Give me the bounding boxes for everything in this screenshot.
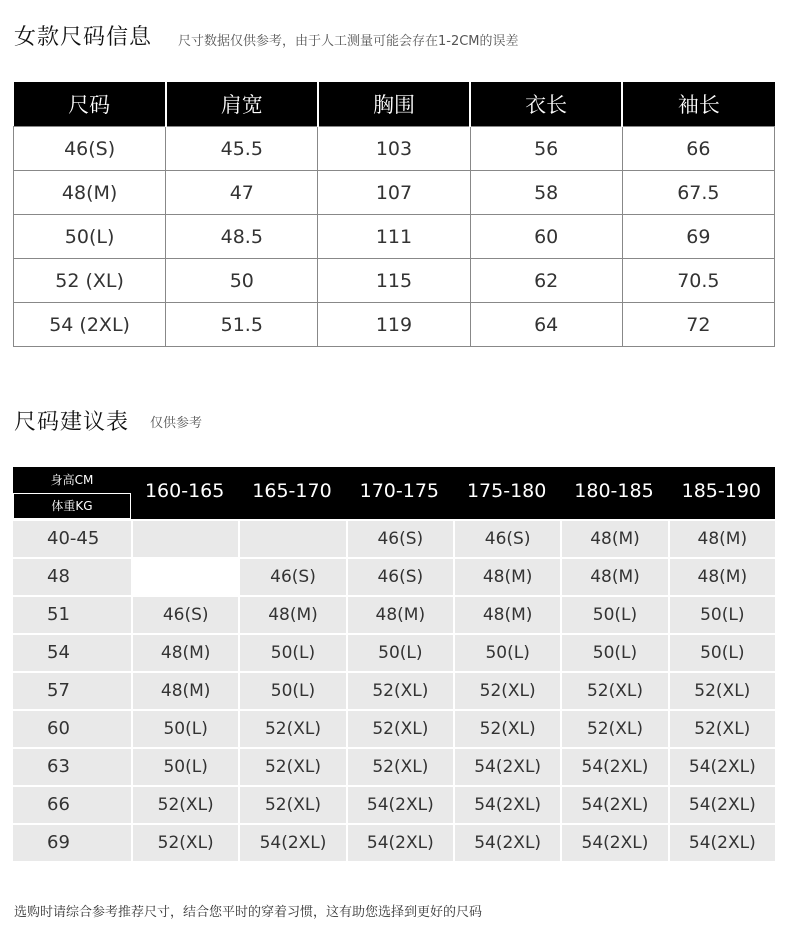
recommended-size-cell: 48(M) xyxy=(670,559,775,595)
size-table-header: 肩宽 xyxy=(166,82,318,127)
recommended-size-cell: 48(M) xyxy=(348,597,453,633)
size-advice-row xyxy=(13,521,775,557)
recommended-size-cell: 46(S) xyxy=(348,559,453,595)
size-advice-row xyxy=(13,635,775,671)
size-table-cell: 64 xyxy=(470,303,622,347)
size-advice-row xyxy=(13,787,775,823)
header-corner-cell xyxy=(13,467,131,519)
size-table-row xyxy=(14,215,775,259)
recommended-size-cell: 52(XL) xyxy=(348,673,453,709)
weight-range-cell: 51 xyxy=(13,597,131,633)
recommended-size-cell: 52(XL) xyxy=(240,787,345,823)
recommended-size-cell: 52(XL) xyxy=(562,673,667,709)
recommended-size-cell: 52(XL) xyxy=(240,749,345,785)
recommended-size-cell: 52(XL) xyxy=(670,673,775,709)
recommended-size-cell: 48(M) xyxy=(240,597,345,633)
size-table xyxy=(13,82,775,347)
size-table-cell: 67.5 xyxy=(622,171,774,215)
size-advice-title: 尺码建议表 xyxy=(14,410,130,435)
size-table-cell: 51.5 xyxy=(166,303,318,347)
size-table-cell: 103 xyxy=(318,127,470,171)
recommended-size-cell: 52(XL) xyxy=(133,825,238,861)
size-advice-header-row xyxy=(13,467,775,519)
size-table-cell: 47 xyxy=(166,171,318,215)
recommended-size-cell: 52(XL) xyxy=(240,711,345,747)
size-table-cell: 58 xyxy=(470,171,622,215)
recommended-size-cell: 52(XL) xyxy=(670,711,775,747)
recommended-size-cell: 48(M) xyxy=(562,559,667,595)
size-table-row xyxy=(14,127,775,171)
height-range-header: 160-165 xyxy=(144,480,225,502)
recommended-size-cell: 46(S) xyxy=(240,559,345,595)
recommended-size-cell: 54(2XL) xyxy=(670,787,775,823)
weight-range-cell: 40-45 xyxy=(13,521,131,557)
recommended-size-cell xyxy=(133,521,238,557)
size-advice-row xyxy=(13,711,775,747)
size-table-header: 袖长 xyxy=(622,82,774,127)
height-axis-label: 身高CM xyxy=(50,473,94,487)
recommended-size-cell: 54(2XL) xyxy=(455,787,560,823)
recommended-size-cell: 54(2XL) xyxy=(670,825,775,861)
recommended-size-cell: 48(M) xyxy=(455,559,560,595)
recommended-size-cell: 50(L) xyxy=(348,635,453,671)
size-advice-note: 仅供参考 xyxy=(150,416,203,431)
recommended-size-cell: 48(M) xyxy=(455,597,560,633)
recommended-size-cell: 46(S) xyxy=(348,521,453,557)
weight-range-cell: 48 xyxy=(13,559,131,595)
recommended-size-cell: 50(L) xyxy=(455,635,560,671)
recommended-size-cell: 52(XL) xyxy=(455,673,560,709)
recommended-size-cell: 54(2XL) xyxy=(348,825,453,861)
weight-range-cell: 63 xyxy=(13,749,131,785)
size-table-cell: 119 xyxy=(318,303,470,347)
recommended-size-cell xyxy=(240,521,345,557)
size-advice-row xyxy=(13,825,775,861)
recommended-size-cell: 50(L) xyxy=(133,749,238,785)
weight-range-cell: 54 xyxy=(13,635,131,671)
size-table-cell: 50(L) xyxy=(14,215,166,259)
size-table-cell: 66 xyxy=(622,127,774,171)
weight-range-cell: 66 xyxy=(13,787,131,823)
size-table-cell: 69 xyxy=(622,215,774,259)
recommended-size-cell: 48(M) xyxy=(670,521,775,557)
size-table-cell: 60 xyxy=(470,215,622,259)
size-table-header: 衣长 xyxy=(470,82,622,127)
size-advice-row xyxy=(13,673,775,709)
recommended-size-cell: 50(L) xyxy=(240,673,345,709)
height-range-header: 180-185 xyxy=(574,480,654,502)
recommended-size-cell xyxy=(133,559,238,595)
size-table-cell: 52 (XL) xyxy=(14,259,166,303)
recommended-size-cell: 54(2XL) xyxy=(670,749,775,785)
height-range-header: 170-175 xyxy=(359,480,440,502)
size-table-cell: 115 xyxy=(318,259,470,303)
recommended-size-cell: 52(XL) xyxy=(348,711,453,747)
recommended-size-cell: 52(XL) xyxy=(562,711,667,747)
size-table-cell: 70.5 xyxy=(622,259,774,303)
recommended-size-cell: 50(L) xyxy=(133,711,238,747)
footer-note: 选购时请综合参考推荐尺寸，结合您平时的穿着习惯，这有助您选择到更好的尺码 xyxy=(14,905,483,920)
size-table-cell: 48(M) xyxy=(14,171,166,215)
recommended-size-cell: 52(XL) xyxy=(455,711,560,747)
size-table-cell: 48.5 xyxy=(166,215,318,259)
weight-axis-label: 体重KG xyxy=(13,493,131,519)
recommended-size-cell: 50(L) xyxy=(240,635,345,671)
recommended-size-cell: 50(L) xyxy=(562,597,667,633)
size-table-cell: 46(S) xyxy=(14,127,166,171)
size-table-cell: 72 xyxy=(622,303,774,347)
recommended-size-cell: 54(2XL) xyxy=(562,749,667,785)
recommended-size-cell: 48(M) xyxy=(562,521,667,557)
recommended-size-cell: 48(M) xyxy=(133,635,238,671)
size-table-header-row xyxy=(14,82,775,127)
weight-range-cell: 69 xyxy=(13,825,131,861)
size-advice-row xyxy=(13,597,775,633)
recommended-size-cell: 46(S) xyxy=(133,597,238,633)
recommended-size-cell: 50(L) xyxy=(670,597,775,633)
height-range-header: 165-170 xyxy=(252,480,332,502)
size-advice-row xyxy=(13,749,775,785)
recommended-size-cell: 48(M) xyxy=(133,673,238,709)
size-info-title: 女款尺码信息 xyxy=(14,25,153,50)
size-table-row xyxy=(14,171,775,215)
height-range-header: 185-190 xyxy=(681,480,761,502)
recommended-size-cell: 54(2XL) xyxy=(455,825,560,861)
height-range-header: 175-180 xyxy=(466,480,547,502)
recommended-size-cell: 54(2XL) xyxy=(455,749,560,785)
recommended-size-cell: 50(L) xyxy=(562,635,667,671)
size-table-header: 尺码 xyxy=(14,82,166,127)
size-table-cell: 45.5 xyxy=(166,127,318,171)
size-table-cell: 50 xyxy=(166,259,318,303)
size-table-cell: 54 (2XL) xyxy=(14,303,166,347)
size-advice-table xyxy=(13,467,775,861)
recommended-size-cell: 50(L) xyxy=(670,635,775,671)
size-table-header: 胸围 xyxy=(318,82,470,127)
recommended-size-cell: 54(2XL) xyxy=(562,825,667,861)
size-table-cell: 56 xyxy=(470,127,622,171)
recommended-size-cell: 54(2XL) xyxy=(562,787,667,823)
weight-range-cell: 57 xyxy=(13,673,131,709)
size-table-cell: 62 xyxy=(470,259,622,303)
size-table-row xyxy=(14,259,775,303)
recommended-size-cell: 54(2XL) xyxy=(240,825,345,861)
size-table-cell: 107 xyxy=(318,171,470,215)
size-table-row xyxy=(14,303,775,347)
recommended-size-cell: 46(S) xyxy=(455,521,560,557)
recommended-size-cell: 54(2XL) xyxy=(348,787,453,823)
recommended-size-cell: 52(XL) xyxy=(133,787,238,823)
weight-range-cell: 60 xyxy=(13,711,131,747)
size-advice-row xyxy=(13,559,775,595)
recommended-size-cell: 52(XL) xyxy=(348,749,453,785)
size-info-note: 尺寸数据仅供参考，由于人工测量可能会存在1-2CM的误差 xyxy=(178,34,519,49)
size-table-cell: 111 xyxy=(318,215,470,259)
